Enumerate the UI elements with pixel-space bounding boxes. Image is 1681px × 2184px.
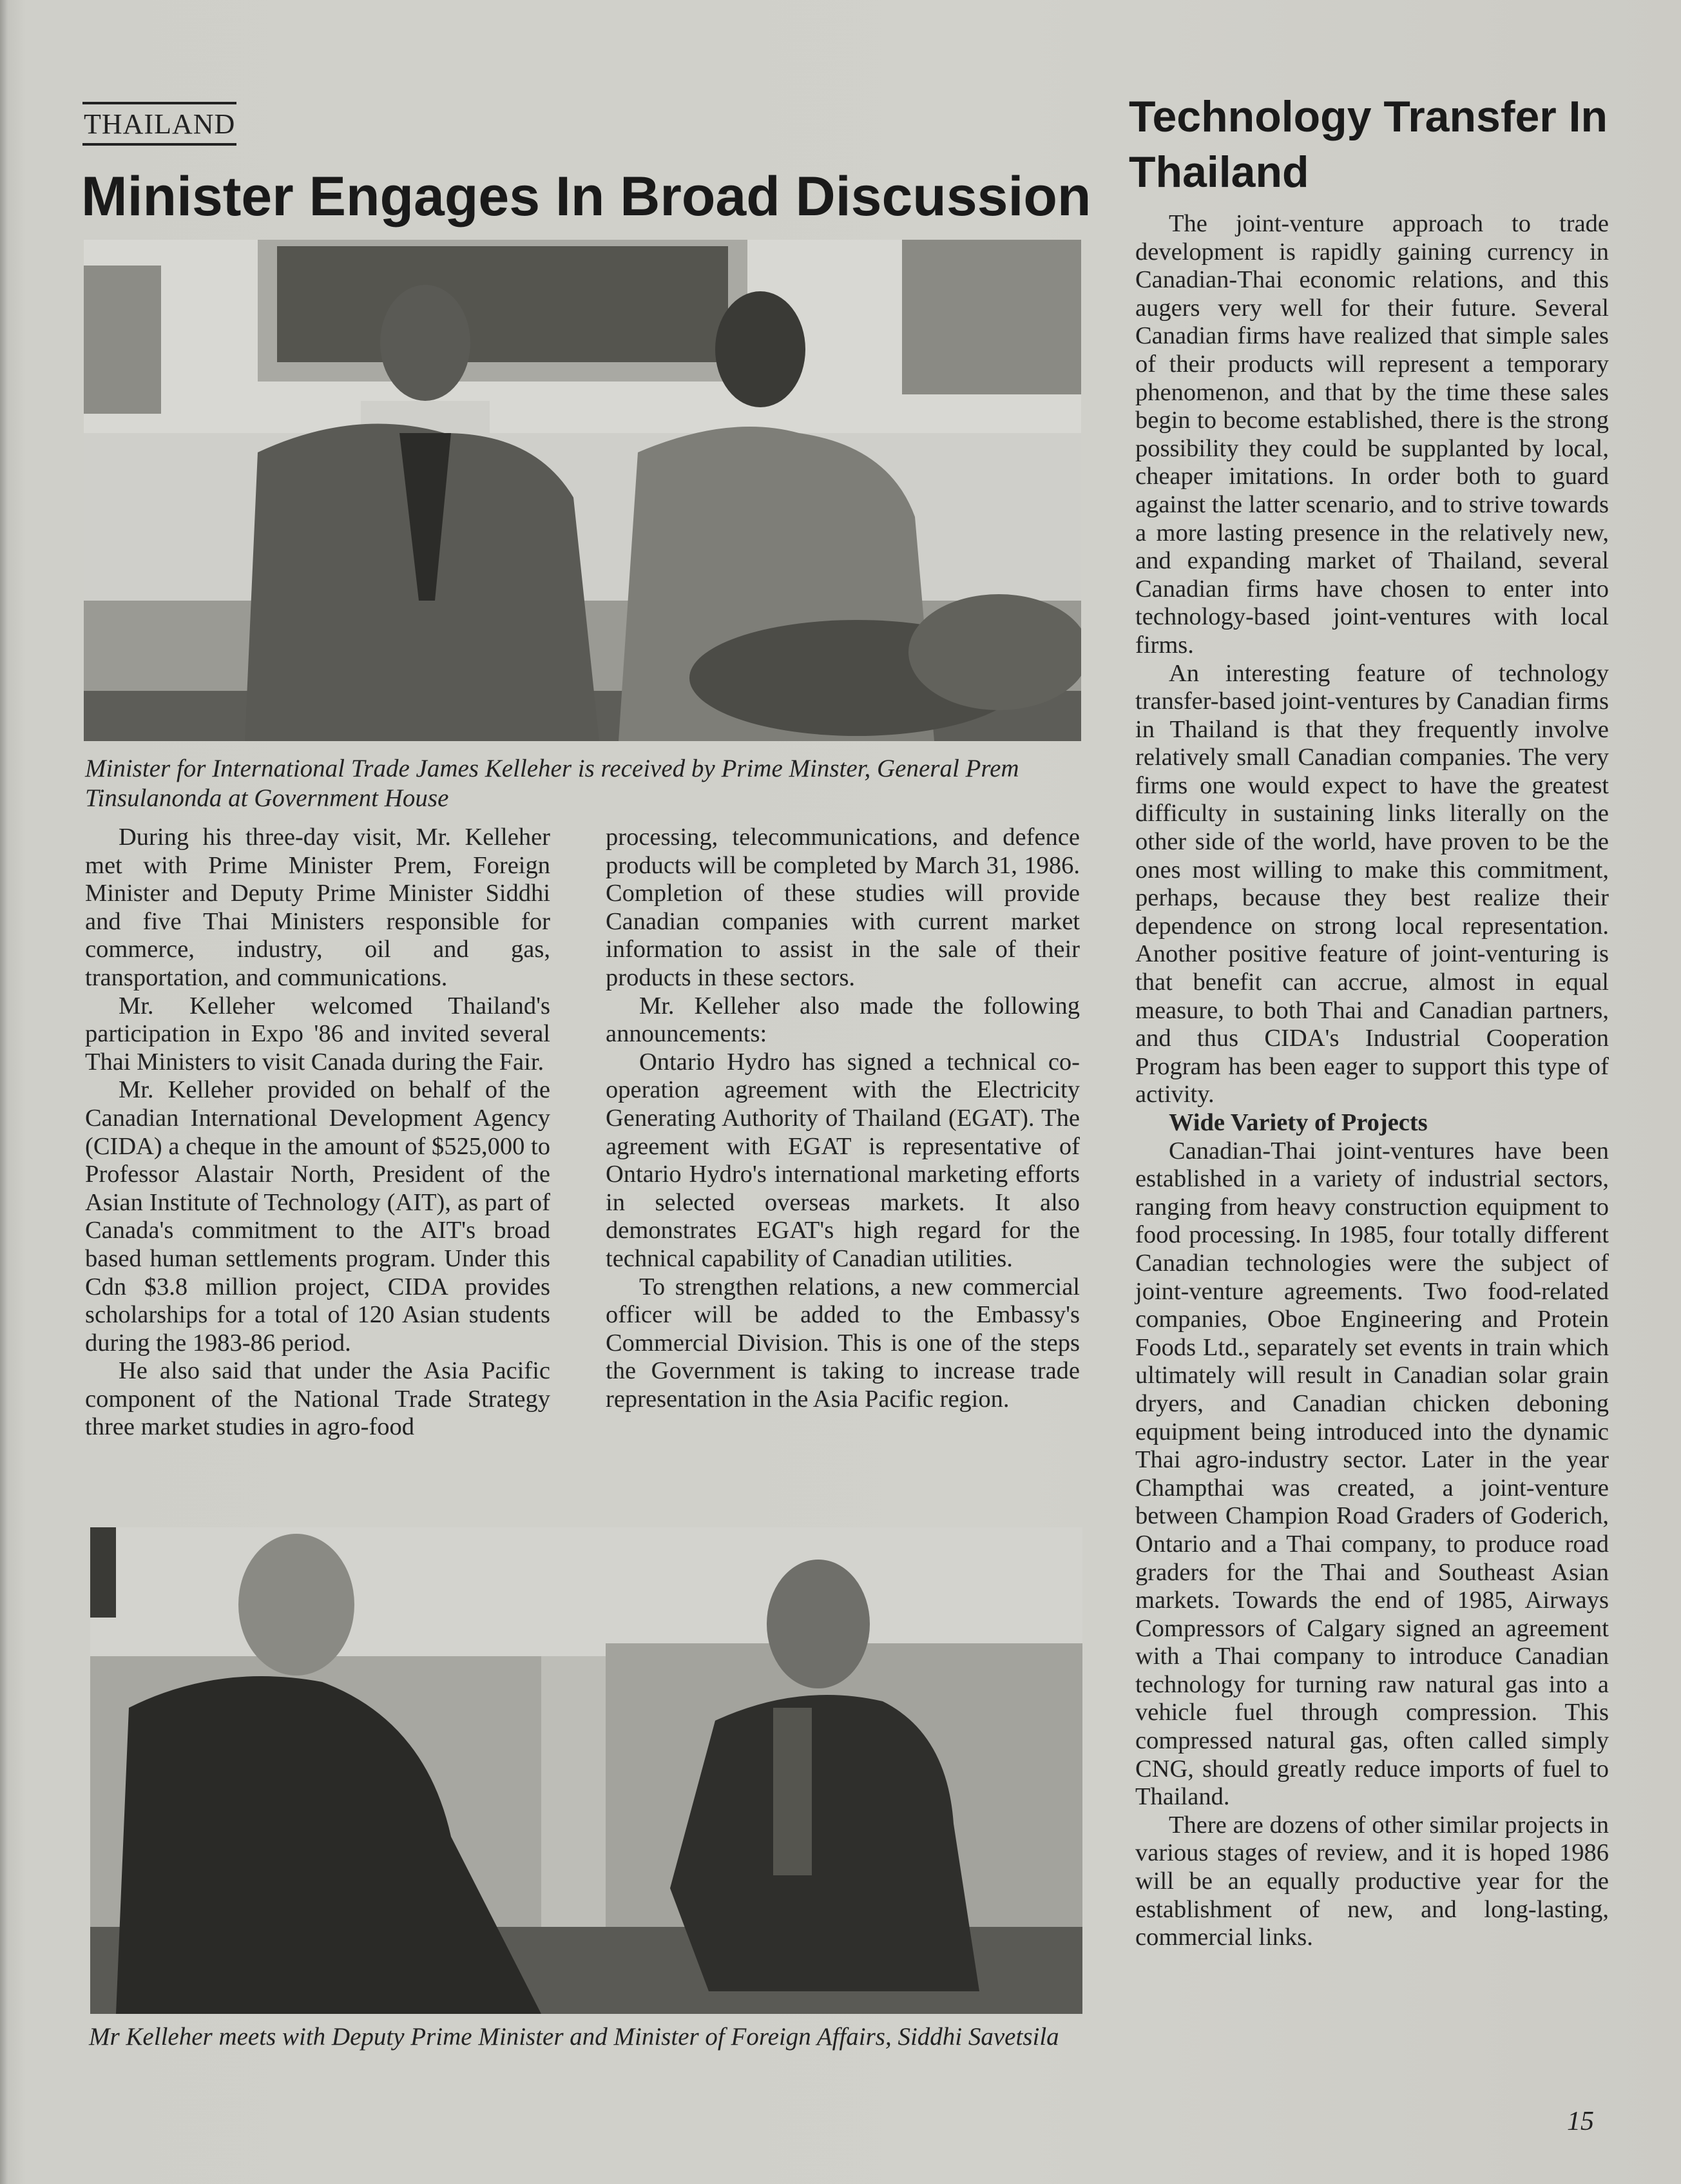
article-column-1: [85, 824, 550, 1442]
paragraph: During his three-day visit, Mr. Kelleher met with Prime Minister Prem, Foreign Minister and Deputy Prime Minister Siddhi and five Thai Ministers responsible for commerce, industry, oil and gas, transportation, and communications.: [85, 824, 550, 991]
section-tag: THAILAND: [82, 102, 236, 146]
paragraph: Canadian-Thai joint-ventures have been established in a variety of industrial sectors, ranging from heavy construction equipment to food processing. In 1985, four totally different Canadian technologies were the subject of joint-venture agreements. Two food-related companies, Oboe Engineering and Protein Foods Ltd., separately set events in train which ultimately will result in Canadian solar grain dryers, and Canadian chicken deboning equipment being introduced into the dynamic Thai agro-industry sector. Later in the year Champthai was created, a joint-venture between Champion Road Graders of Goderich, Ontario and a Thai company, to produce road graders for the Thai and Southeast Asian markets. Towards the end of 1985, Airways Compressors of Calgary signed an agreement with a Thai company to introduce Canadian technology for turning raw natural gas into a vehicle fuel through compression. This compressed natural gas, often called simply CNG, should greatly reduce imports of fuel to Thailand.: [1135, 1137, 1609, 1811]
photo-kelleher-siddhi: [90, 1527, 1082, 2014]
photo-kelleher-prem: [84, 240, 1081, 741]
paragraph: The joint-venture approach to trade development is rapidly gaining currency in Canadian-Thai economic relations, and this augers very well for their future. Several Canadian firms have realized that simple sales of their products will represent a temporary phenomenon, and that by the time these sales begin to become established, there is the strong possibility they could be supplanted by local, cheaper imitations. In order both to guard against the latter scenario, and to strive towards a more lasting presence in the relatively new, and expanding market of Thailand, several Canadian firms have chosen to enter into technology-based joint-ventures with local firms.: [1135, 210, 1609, 659]
side-headline: Technology Transfer In Thailand: [1129, 92, 1608, 197]
page-number: 15: [1567, 2107, 1594, 2136]
paragraph: To strengthen relations, a new commercial officer will be added to the Embassy's Commercial Division. This is one of the steps the Government is taking to increase trade representation in the Asia Pacific region.: [606, 1273, 1080, 1413]
side-article-column: [1135, 210, 1609, 1952]
paragraph: Ontario Hydro has signed a technical co-operation agreement with the Electricity Generating Authority of Thailand (EGAT). The agreement with EGAT is representative of Ontario Hydro's international marketing efforts in selected overseas markets. It also demonstrates EGAT's high regard for the technical capability of Canadian utilities.: [606, 1048, 1080, 1272]
paragraph: He also said that under the Asia Pacific component of the National Trade Strategy three market studies in agro-food: [85, 1357, 550, 1441]
paragraph: Mr. Kelleher also made the following announcements:: [606, 992, 1080, 1048]
paragraph: Mr. Kelleher provided on behalf of the Canadian International Development Agency (CIDA) a cheque in the amount of $525,000 to Professor Alastair North, President of the Asian Institute of Technology (AIT), as part of Canada's commitment to the AIT's broad based human settlements program. Under this Cdn $3.8 million project, CIDA provides scholarships for a total of 120 Asian students during the 1983-86 period.: [85, 1076, 550, 1357]
paragraph: processing, telecommunications, and defence products will be completed by March 31, 1986. Completion of these studies will provide Canadian companies with current market information to assist in the sale of their products in these sectors.: [606, 824, 1080, 991]
article-column-2: [606, 824, 1080, 1413]
paragraph: There are dozens of other similar projects in various stages of review, and it is hoped 1986 will be an equally productive year for the establishment of new, and long-lasting, commercial links.: [1135, 1811, 1609, 1951]
photo1-caption: Minister for International Trade James Kelleher is received by Prime Minster, General Prem Tinsulanonda at Government House: [85, 755, 1019, 812]
subheading: Wide Variety of Projects: [1169, 1109, 1428, 1136]
main-headline: Minister Engages In Broad Discussion: [81, 166, 1091, 227]
photo2-caption: Mr Kelleher meets with Deputy Prime Minister and Minister of Foreign Affairs, Siddhi Savetsila: [89, 2023, 1059, 2051]
paragraph: An interesting feature of technology transfer-based joint-ventures by Canadian firms in Thailand is that they frequently involve relatively small Canadian companies. The very firms one would expect to have the greatest difficulty in sustaining links literally on the other side of the world, have proven to be the ones most willing to make this commitment, perhaps, because they best realize their dependence on strong local representation. Another positive feature of joint-venturing is that benefit can accrue, almost in equal measure, to both Thai and Canadian partners, and thus CIDA's Industrial Cooperation Program has been eager to support this type of activity.: [1135, 659, 1609, 1108]
paragraph: Mr. Kelleher welcomed Thailand's participation in Expo '86 and invited several Thai Ministers to visit Canada during the Fair.: [85, 992, 550, 1076]
